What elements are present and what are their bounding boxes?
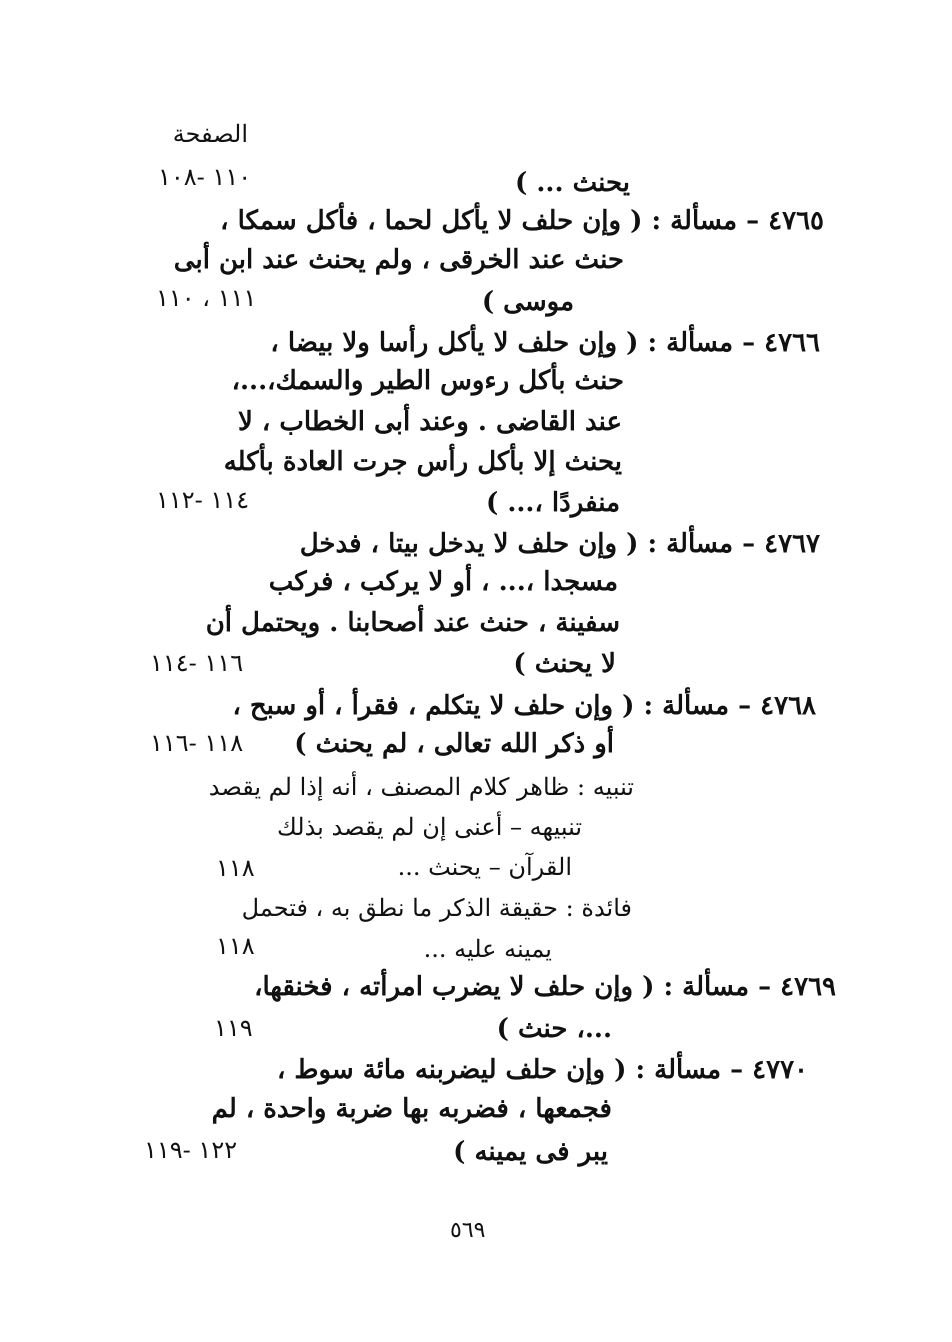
text-line: القرآن – يحنث ... xyxy=(397,853,572,881)
page-ref: ١١٤ -١١٢ xyxy=(156,486,250,514)
page-ref: ١١٨ -١١٦ xyxy=(150,729,244,757)
text-line: ٤٧٦٧ – مسألة : ( وإن حلف لا يدخل بيتا ، فدخل xyxy=(299,529,820,559)
text-line: ٤٧٦٦ – مسألة : ( وإن حلف لا يأكل رأسا ولا بيضا ، xyxy=(270,328,820,358)
page-ref: ١١٦ -١١٤ xyxy=(150,649,244,677)
text-line: فائدة : حقيقة الذكر ما نطق به ، فتحمل xyxy=(241,894,632,922)
text-line: حنث بأكل رءوس الطير والسمك،...، xyxy=(231,366,624,396)
text-line: ...، حنث ) xyxy=(496,1014,612,1044)
text-line: يمينه عليه ... xyxy=(423,935,552,963)
page-ref: ١٢٢ -١١٩ xyxy=(144,1136,238,1164)
text-line: ٤٧٦٨ – مسألة : ( وإن حلف لا يتكلم ، فقرأ ، أو سبح ، xyxy=(232,691,816,721)
text-line: تنبيه : ظاهر كلام المصنف ، أنه إذا لم يقصد xyxy=(208,773,634,801)
text-line: يبر فى يمينه ) xyxy=(453,1137,608,1167)
page-ref: ١١٩ xyxy=(214,1014,253,1042)
page-column-header: الصفحة xyxy=(172,120,248,148)
text-line: حنث عند الخرقى ، ولم يحنث عند ابن أبى xyxy=(173,245,624,275)
text-line: مسجدا ،... ، أو لا يركب ، فركب xyxy=(268,567,618,597)
text-line: يحنث إلا بأكل رأس جرت العادة بأكله xyxy=(223,447,622,477)
text-line: ٤٧٧٠ – مسألة : ( وإن حلف ليضربنه مائة سوط ، xyxy=(276,1055,808,1085)
text-line: يحنث ... ) xyxy=(515,168,630,198)
text-line: موسى ) xyxy=(481,287,574,317)
text-line: ٤٧٦٥ – مسألة : ( وإن حلف لا يأكل لحما ، فأكل سمكا ، xyxy=(220,206,824,236)
text-line: فجمعها ، فضربه بها ضربة واحدة ، لم xyxy=(211,1094,612,1124)
page-ref: ١١٨ xyxy=(216,932,255,960)
text-line: لا يحنث ) xyxy=(513,649,616,679)
page-ref: ١١٨ xyxy=(216,854,255,882)
page-ref: ١١٠ -١٠٨ xyxy=(158,163,252,191)
text-line: أو ذكر الله تعالى ، لم يحنث ) xyxy=(294,729,614,759)
text-line: منفردًا ،... ) xyxy=(485,488,620,518)
text-line: سفينة ، حنث عند أصحابنا . ويحتمل أن xyxy=(205,608,620,638)
text-line: عند القاضى . وعند أبى الخطاب ، لا xyxy=(238,407,622,437)
text-line: ٤٧٦٩ – مسألة : ( وإن حلف لا يضرب امرأته ، فخنقها، xyxy=(254,972,836,1002)
page-number: ٥٦٩ xyxy=(450,1218,486,1243)
text-line: تنبيهه – أعنى إن لم يقصد بذلك xyxy=(277,813,582,841)
page-ref: ١١١ ، ١١٠ xyxy=(156,284,257,312)
